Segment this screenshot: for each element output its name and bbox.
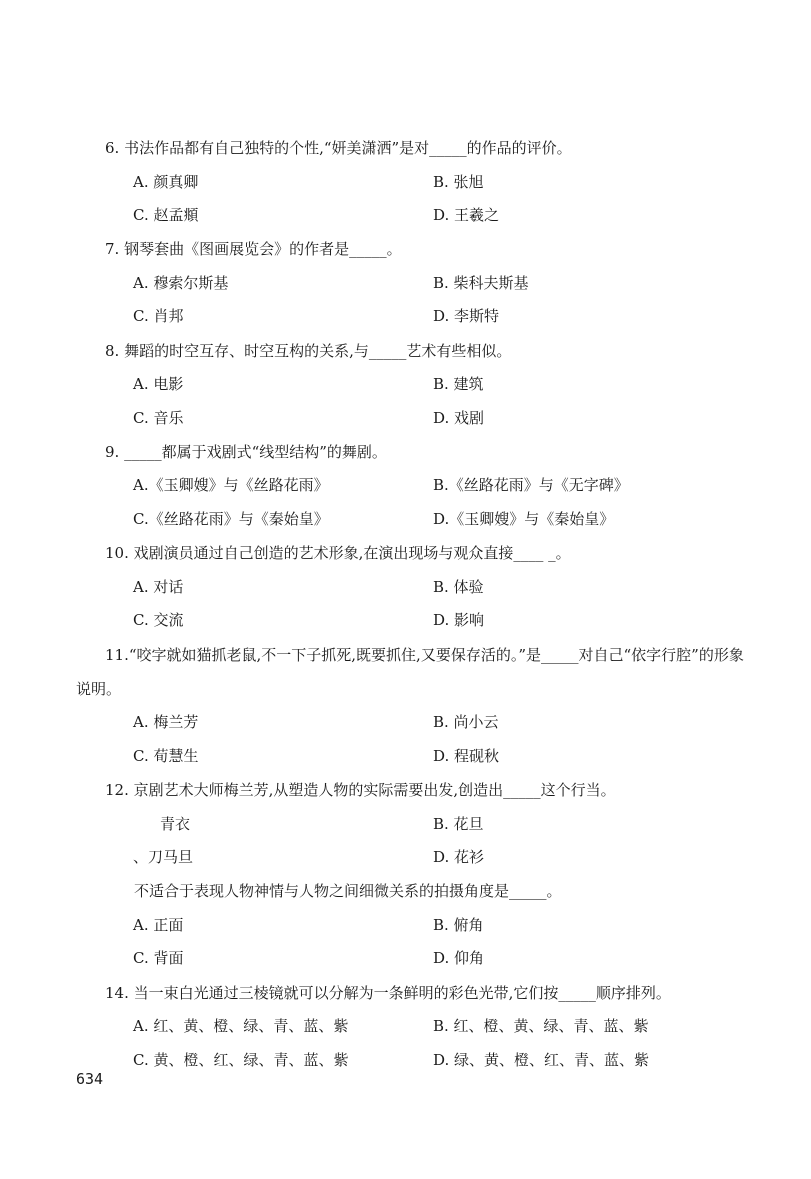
question-10-option-d: D. 影响 <box>433 611 485 629</box>
question-11-option-a: A. 梅兰芳 <box>133 713 199 731</box>
question-13-option-b: B. 俯角 <box>433 916 484 934</box>
question-8-option-d: D. 戏剧 <box>433 409 485 427</box>
question-13-option-c: C. 背面 <box>133 949 184 967</box>
question-11-option-b: B. 尚小云 <box>433 713 499 731</box>
question-9-option-a: A.《玉卿嫂》与《丝路花雨》 <box>133 476 329 494</box>
page-number: 634 <box>76 1070 104 1088</box>
question-10-option-b: B. 体验 <box>433 578 484 596</box>
question-12-option-a: 青衣 <box>160 815 191 833</box>
question-8-option-c: C. 音乐 <box>133 409 184 427</box>
question-6-option-b: B. 张旭 <box>433 173 484 191</box>
question-11-stem: 11.“咬字就如猫抓老鼠,不一下子抓死,既要抓住,又要保存活的。”是_____对自己“依字行腔”的形象说明。 <box>76 646 744 698</box>
question-13-option-d: D. 仰角 <box>433 949 485 967</box>
question-9-option-b: B.《丝路花雨》与《无字碑》 <box>433 476 629 494</box>
question-13-stem: 不适合于表现人物神情与人物之间细微关系的拍摄角度是_____。 <box>134 882 562 900</box>
question-7-option-c: C. 肖邦 <box>133 307 184 325</box>
question-6-option-c: C. 赵孟頫 <box>133 206 199 224</box>
question-10-option-c: C. 交流 <box>133 611 184 629</box>
question-13-option-a: A. 正面 <box>133 916 184 934</box>
question-8-option-a: A. 电影 <box>133 375 184 393</box>
question-14-option-d: D. 绿、黄、橙、红、青、蓝、紫 <box>433 1051 650 1069</box>
question-9-stem: 9. _____都属于戏剧式“线型结构”的舞剧。 <box>105 443 387 461</box>
question-7-option-b: B. 柴科夫斯基 <box>433 274 529 292</box>
question-8-stem: 8. 舞蹈的时空互存、时空互构的关系,与_____艺术有些相似。 <box>105 342 512 360</box>
question-6-option-d: D. 王羲之 <box>433 206 500 224</box>
question-14-option-a: A. 红、黄、橙、绿、青、蓝、紫 <box>133 1017 349 1035</box>
question-12-option-d: D. 花衫 <box>433 848 485 866</box>
question-7-stem: 7. 钢琴套曲《图画展览会》的作者是_____。 <box>105 240 402 258</box>
question-10-stem: 10. 戏剧演员通过自己创造的艺术形象,在演出现场与观众直接____ _。 <box>105 544 571 562</box>
question-12-stem: 12. 京剧艺术大师梅兰芳,从塑造人物的实际需要出发,创造出_____这个行当。 <box>105 781 616 799</box>
question-11-option-c: C. 荀慧生 <box>133 747 199 765</box>
question-7-option-d: D. 李斯特 <box>433 307 500 325</box>
question-14-option-b: B. 红、橙、黄、绿、青、蓝、紫 <box>433 1017 649 1035</box>
question-6-option-a: A. 颜真卿 <box>133 173 199 191</box>
question-14-option-c: C. 黄、橙、红、绿、青、蓝、紫 <box>133 1051 349 1069</box>
question-9-option-d: D.《玉卿嫂》与《秦始皇》 <box>433 510 615 528</box>
question-8-option-b: B. 建筑 <box>433 375 484 393</box>
question-12-option-c: 、刀马旦 <box>133 848 194 866</box>
question-11-option-d: D. 程砚秋 <box>433 747 500 765</box>
question-10-option-a: A. 对话 <box>133 578 184 596</box>
question-6-stem: 6. 书法作品都有自己独特的个性,“妍美潇洒”是对_____的作品的评价。 <box>105 139 572 157</box>
question-7-option-a: A. 穆索尔斯基 <box>133 274 229 292</box>
question-12-option-b: B. 花旦 <box>433 815 484 833</box>
question-14-stem: 14. 当一束白光通过三棱镜就可以分解为一条鲜明的彩色光带,它们按_____顺序排列。 <box>105 984 671 1002</box>
question-9-option-c: C.《丝路花雨》与《秦始皇》 <box>133 510 329 528</box>
